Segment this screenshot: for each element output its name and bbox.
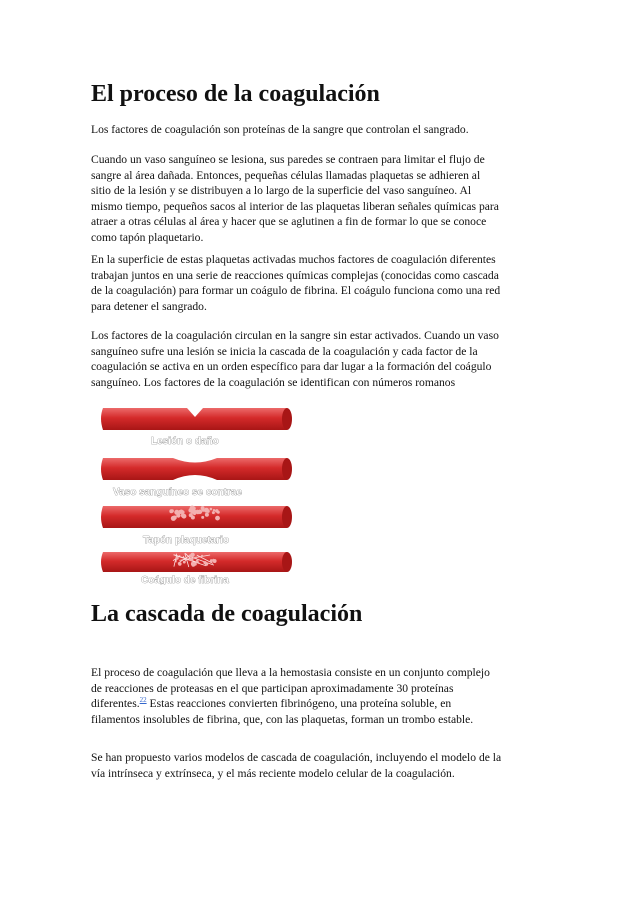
platelet xyxy=(183,561,186,564)
platelet xyxy=(191,511,194,514)
platelet xyxy=(215,509,219,513)
vessel-opening xyxy=(282,458,292,480)
figure-label-fibrin-clot: Coágulo de fibrina xyxy=(141,575,229,585)
stage-constriction xyxy=(101,458,292,498)
text-line: para detener el sangrado. xyxy=(91,299,207,313)
text-line: Se han propuesto varios modelos de cascada de coagulación, incluyendo el modelo de la xyxy=(91,751,502,764)
text-line-with-footnote xyxy=(91,696,551,712)
platelet xyxy=(191,506,196,511)
platelet xyxy=(176,557,179,560)
platelet xyxy=(213,509,215,511)
text-line: Cuando un vaso sanguíneo se lesiona, sus paredes se contraen para limitar el flujo de xyxy=(91,153,485,166)
platelet xyxy=(203,561,206,564)
vessel-tube xyxy=(101,458,290,480)
text-line: de la coagulación) para formar un coágulo de fibrina. El coágulo funciona como una red xyxy=(91,284,501,297)
paragraph-2 xyxy=(91,152,551,245)
text-line: Los factores de la coagulación circulan en la sangre sin estar activados. Cuando un vaso xyxy=(91,329,499,342)
platelet xyxy=(215,516,220,521)
text-line: sanguíneo sufre una lesión se inicia la cascada de la coagulación y cada factor de la xyxy=(91,344,478,358)
platelet xyxy=(173,517,176,520)
platelet xyxy=(191,516,195,520)
text-fragment: Estas reacciones convierten fibrinógeno, una proteína soluble, en xyxy=(146,697,452,710)
text-line: filamentos insolubles de fibrina, que, con las plaquetas, forman un trombo estable. xyxy=(91,712,474,726)
text-line: sangre al área dañada. Entonces, pequeñas células llamadas plaquetas se adhieren al xyxy=(91,168,481,182)
platelet xyxy=(196,560,199,563)
text-line: como tapón plaquetario. xyxy=(91,230,204,244)
platelet xyxy=(198,510,203,515)
platelet xyxy=(178,562,182,566)
figure-label-constriction: Vaso sanguíneo se contrae xyxy=(113,487,242,498)
text-line: coagulación se activa en un orden específico para dar lugar a la formación del coágulo xyxy=(91,360,492,373)
figure-label-injury: Lesión o daño xyxy=(151,436,219,447)
platelet xyxy=(189,554,193,558)
platelet xyxy=(204,508,209,513)
vessel-opening xyxy=(282,408,292,430)
text-line: Los factores de coagulación son proteínas de la sangre que controlan el sangrado. xyxy=(91,123,469,136)
platelet xyxy=(212,511,215,514)
platelet xyxy=(191,562,195,566)
platelet xyxy=(201,507,204,510)
paragraph-5 xyxy=(91,665,551,727)
platelet xyxy=(201,516,204,519)
text-line: El proceso de coagulación que lleva a la hemostasia consiste en un conjunto complejo xyxy=(91,666,490,679)
paragraph-6 xyxy=(91,750,551,781)
stage-fibrin-clot xyxy=(101,552,292,585)
platelet xyxy=(210,508,213,511)
text-line: vía intrínseca y extrínseca, y el más reciente modelo celular de la coagulación. xyxy=(91,766,455,780)
platelet xyxy=(176,513,180,517)
platelet xyxy=(201,555,203,557)
text-line: trabajan juntos en una serie de reacciones químicas complejas (conocidas como cascada xyxy=(91,268,499,282)
text-line: atraer a otras células al área y hacer que se aglutinen a fin de formar lo que se conoce xyxy=(91,215,487,228)
platelet xyxy=(210,559,213,562)
platelet xyxy=(195,557,197,559)
paragraph-1 xyxy=(91,122,551,138)
figure-label-platelet-plug: Tapón plaquetario xyxy=(143,535,229,546)
text-line: mismo tiempo, pequeños sacos al interior de las plaquetas liberan señales químicas para xyxy=(91,199,499,213)
platelet xyxy=(182,514,187,519)
text-line: sitio de la lesión y se distribuyen a lo largo de la superficie del vaso sanguíneo. Al xyxy=(91,184,472,197)
paragraph-4 xyxy=(91,328,551,390)
text-line: sanguíneo. Los factores de la coagulación se identifican con números romanos xyxy=(91,375,456,389)
platelet xyxy=(169,509,173,513)
platelet xyxy=(190,558,194,562)
vessel-opening xyxy=(282,506,292,528)
stage-platelet-plug xyxy=(101,506,292,547)
footnote-link[interactable]: 22 xyxy=(139,696,147,704)
text-fragment: diferentes. xyxy=(91,697,140,710)
coagulation-stages-svg xyxy=(91,400,301,585)
paragraph-3 xyxy=(91,252,551,314)
section-title-coagulation-cascade: La cascada de coagulación xyxy=(91,601,363,627)
platelet xyxy=(205,513,209,517)
coagulation-illustration xyxy=(91,400,301,585)
stage-injury xyxy=(101,408,292,447)
text-line: de reacciones de proteasas en el que participan aproximadamente 30 proteínas xyxy=(91,681,454,695)
vessel-opening xyxy=(282,552,292,572)
text-line: En la superficie de estas plaquetas activadas muchos factores de coagulación diferentes xyxy=(91,253,496,266)
section-title-coagulation-process: El proceso de la coagulación xyxy=(91,81,380,107)
platelet xyxy=(179,510,183,514)
